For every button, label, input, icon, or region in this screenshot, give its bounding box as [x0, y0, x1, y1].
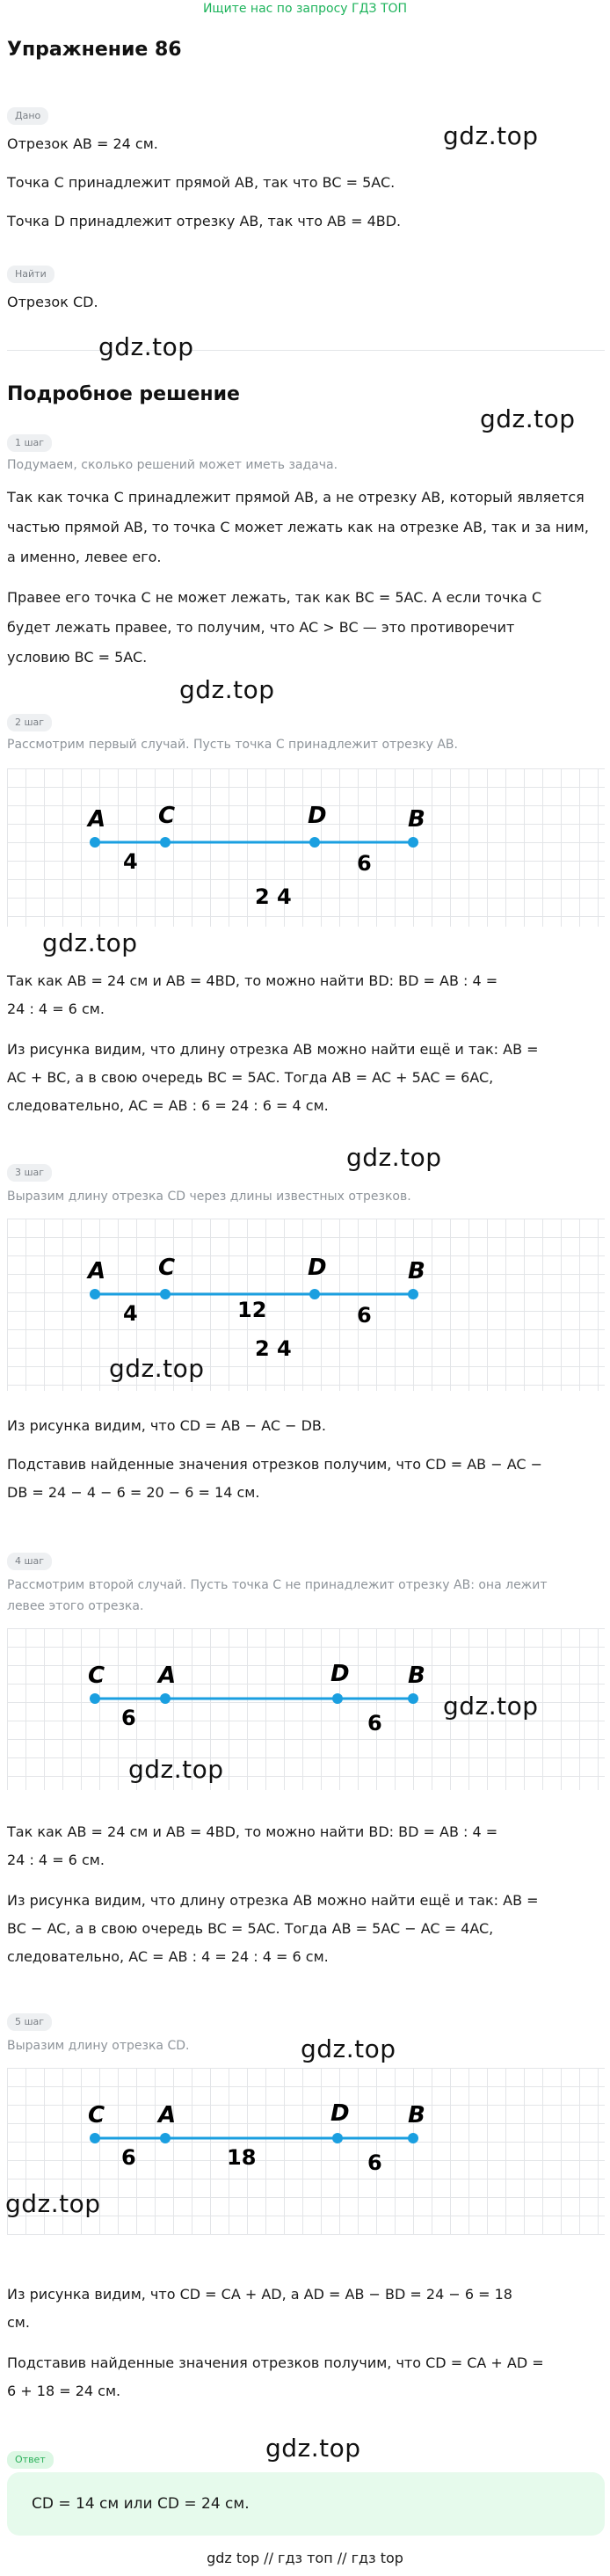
length-label: 6: [357, 851, 372, 876]
answer-tag: Ответ: [7, 2451, 54, 2469]
page-title: Упражнение 86: [7, 39, 182, 61]
step-text: Из рисунка видим, что длину отрезка AB можно найти ещё и так: AB =: [7, 1041, 539, 1058]
point-dot: [160, 837, 171, 848]
watermark: gdz.top: [179, 675, 275, 704]
point-label: A: [158, 1663, 177, 1689]
point-label: B: [408, 2102, 425, 2128]
point-label: D: [308, 1255, 327, 1281]
answer-box: [7, 2472, 605, 2536]
step-text: Из рисунка видим, что CD = CA + AD, а AD = AB − BD = 24 − 6 = 18: [7, 2286, 512, 2303]
length-label: 6: [121, 1706, 136, 1730]
step-text: Так как точка C принадлежит прямой AB, а не отрезку AB, который является: [7, 489, 585, 506]
step-text: частью прямой AB, то точка C может лежать как на отрезке AB, так и за ним,: [7, 519, 589, 535]
footer-links[interactable]: gdz top // гдз топ // гдз top: [207, 2550, 403, 2566]
point-label: D: [330, 1661, 350, 1687]
point-label: C: [158, 803, 176, 829]
step-text: Правее его точка C не может лежать, так как BC = 5AC. А если точка C: [7, 589, 542, 606]
point-label: C: [158, 1255, 176, 1281]
length-label: 2 4: [255, 884, 292, 909]
step-text: см.: [7, 2314, 30, 2331]
solution-title: Подробное решение: [7, 383, 240, 405]
top-banner[interactable]: Ищите нас по запросу ГДЗ ТОП: [202, 2, 408, 16]
point-label: B: [408, 1258, 425, 1284]
step-tag: 4 шаг: [7, 1553, 52, 1570]
point-dot: [90, 1289, 100, 1299]
point-label: B: [408, 1663, 425, 1689]
length-label: 2 4: [255, 1336, 292, 1361]
length-label: 4: [123, 849, 138, 874]
step-text: Так как AB = 24 см и AB = 4BD, то можно найти BD: BD = AB : 4 =: [7, 972, 498, 989]
point-dot: [332, 2133, 343, 2143]
length-label: 6: [357, 1303, 372, 1328]
segment-diagram: [7, 1219, 605, 1391]
watermark: gdz.top: [98, 332, 194, 361]
answer-text: CD = 14 см или CD = 24 см.: [32, 2495, 250, 2513]
watermark: gdz.top: [109, 1354, 205, 1383]
step-tag: 1 шаг: [7, 434, 52, 452]
step-text: следовательно, AC = AB : 6 = 24 : 6 = 4 см.: [7, 1097, 329, 1114]
point-dot: [90, 2133, 100, 2143]
length-label: 4: [123, 1301, 138, 1326]
watermark: gdz.top: [42, 928, 138, 957]
step-intro: Рассмотрим второй случай. Пусть точка C не принадлежит отрезку AB: она лежит: [7, 1578, 548, 1592]
step-tag: 5 шаг: [7, 2013, 52, 2031]
step-tag: 2 шаг: [7, 714, 52, 731]
given-tag: Дано: [7, 107, 48, 125]
step-text: 24 : 4 = 6 см.: [7, 1852, 105, 1868]
length-label: 6: [367, 1711, 382, 1736]
step-text: будет лежать правее, то получим, что AC > BC — это противоречит: [7, 619, 515, 636]
step-intro: Рассмотрим первый случай. Пусть точка C принадлежит отрезку AB.: [7, 738, 458, 752]
step-text: Подставив найденные значения отрезков получим, что CD = AB − AC −: [7, 1456, 543, 1473]
step-text: а именно, левее его.: [7, 549, 162, 565]
step-text: 24 : 4 = 6 см.: [7, 1001, 105, 1017]
point-label: A: [88, 1258, 106, 1284]
point-dot: [160, 1289, 171, 1299]
step-text: Из рисунка видим, что длину отрезка AB можно найти ещё и так: AB =: [7, 1892, 539, 1909]
point-dot: [408, 837, 418, 848]
given-line: Точка C принадлежит прямой AB, так что BC = 5AC.: [7, 174, 396, 191]
watermark: gdz.top: [443, 1692, 539, 1721]
given-line: Отрезок AB = 24 см.: [7, 135, 158, 152]
step-intro: левее этого отрезка.: [7, 1599, 144, 1613]
point-dot: [90, 837, 100, 848]
step-text: BC − AC, а в свою очередь BC = 5AC. Тогда AB = 5AC − AC = 4AC,: [7, 1920, 494, 1937]
find-section: [7, 262, 605, 283]
watermark: gdz.top: [301, 2034, 396, 2063]
step-tag: 3 шаг: [7, 1164, 52, 1182]
length-label: 12: [237, 1298, 267, 1322]
point-label: C: [88, 1663, 105, 1689]
step-intro: Подумаем, сколько решений может иметь задача.: [7, 458, 338, 472]
point-dot: [309, 1289, 320, 1299]
point-dot: [160, 2133, 171, 2143]
point-label: D: [308, 803, 327, 829]
watermark: gdz.top: [480, 404, 576, 433]
watermark: gdz.top: [5, 2189, 101, 2218]
point-dot: [309, 837, 320, 848]
watermark: gdz.top: [265, 2434, 361, 2463]
divider: [7, 350, 605, 351]
point-dot: [160, 1693, 171, 1704]
step-text: Так как AB = 24 см и AB = 4BD, то можно найти BD: BD = AB : 4 =: [7, 1823, 498, 1840]
point-label: D: [330, 2100, 350, 2127]
point-label: A: [158, 2102, 177, 2128]
step-text: 6 + 18 = 24 см.: [7, 2383, 121, 2399]
step-text: Подставив найденные значения отрезков получим, что CD = CA + AD =: [7, 2354, 544, 2371]
step-text: Из рисунка видим, что CD = AB − AC − DB.: [7, 1417, 326, 1434]
find-tag: Найти: [7, 266, 54, 283]
step-intro: Выразим длину отрезка CD.: [7, 2039, 190, 2053]
step-text: следовательно, AC = AB : 4 = 24 : 4 = 6 см.: [7, 1948, 329, 1965]
point-label: B: [408, 806, 425, 833]
length-label: 6: [121, 2145, 136, 2170]
given-line: Точка D принадлежит отрезку AB, так что AB = 4BD.: [7, 213, 402, 229]
point-dot: [332, 1693, 343, 1704]
watermark: gdz.top: [346, 1143, 442, 1172]
point-dot: [90, 1693, 100, 1704]
point-dot: [408, 2133, 418, 2143]
step-intro: Выразим длину отрезка CD через длины известных отрезков.: [7, 1190, 411, 1204]
watermark: gdz.top: [443, 121, 539, 150]
point-dot: [408, 1693, 418, 1704]
length-label: 6: [367, 2150, 382, 2175]
find-text: Отрезок CD.: [7, 294, 98, 310]
point-label: A: [88, 806, 106, 833]
step-text: условию BC = 5AC.: [7, 649, 148, 666]
step-text: DB = 24 − 4 − 6 = 20 − 6 = 14 см.: [7, 1484, 260, 1501]
point-dot: [408, 1289, 418, 1299]
length-label: 18: [227, 2145, 257, 2170]
point-label: C: [88, 2102, 105, 2128]
segment-diagram: [7, 768, 605, 927]
watermark: gdz.top: [128, 1755, 224, 1784]
step-text: AC + BC, а в свою очередь BC = 5AC. Тогда AB = AC + 5AC = 6AC,: [7, 1069, 494, 1086]
